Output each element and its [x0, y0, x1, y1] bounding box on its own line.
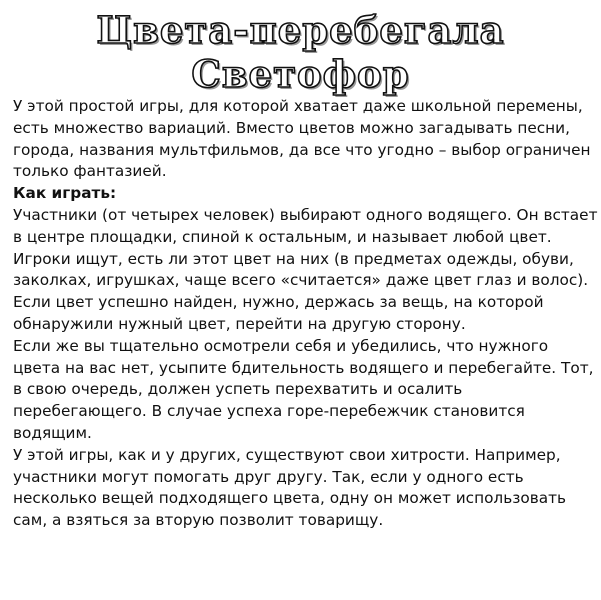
rules-paragraph-3: Если же вы тщательно осмотрели себя и убедились, что нужного цвета на вас нет, усыпите бдительность водящего и перебегайте. Тот, в свою очередь, должен успеть перехватить и осалить перебегающего. В случае успеха горе-перебежчик становится водящим. — [13, 336, 594, 442]
how-to-play-heading: Как играть: — [13, 184, 117, 203]
title-line-1: Цвета-перебегала — [96, 8, 505, 52]
rules-paragraph-1: Участники (от четырех человек) выбирают одного водящего. Он встает в центре площадки, спиной к остальным, и называет любой цвет. Игроки ищут, есть ли этот цвет на них (в предметах одежды, обуви, заколках, игрушках, чаще всего «считается» даже цвет глаз и волос). — [13, 205, 598, 290]
title-block — [0, 8, 601, 96]
article-body — [13, 96, 598, 532]
tips-paragraph: У этой игры, как и у других, существуют свои хитрости. Например, участники могут помогать друг другу. Так, если у одного есть несколько вещей подходящего цвета, одну он может использовать сам, а взяться за вторую позволит товарищу. — [13, 445, 567, 530]
intro-paragraph: У этой простой игры, для которой хватает даже школьной перемены, есть множество вариаций. Вместо цветов можно загадывать песни, города, названия мультфильмов, да все что угодно – выбор ограничен только фантазией. — [13, 97, 591, 181]
rules-paragraph-2: Если цвет успешно найден, нужно, держась за вещь, на которой обнаружили нужный цвет, перейти на другую сторону. — [13, 293, 544, 333]
title-line-2: Светофор — [191, 52, 410, 96]
